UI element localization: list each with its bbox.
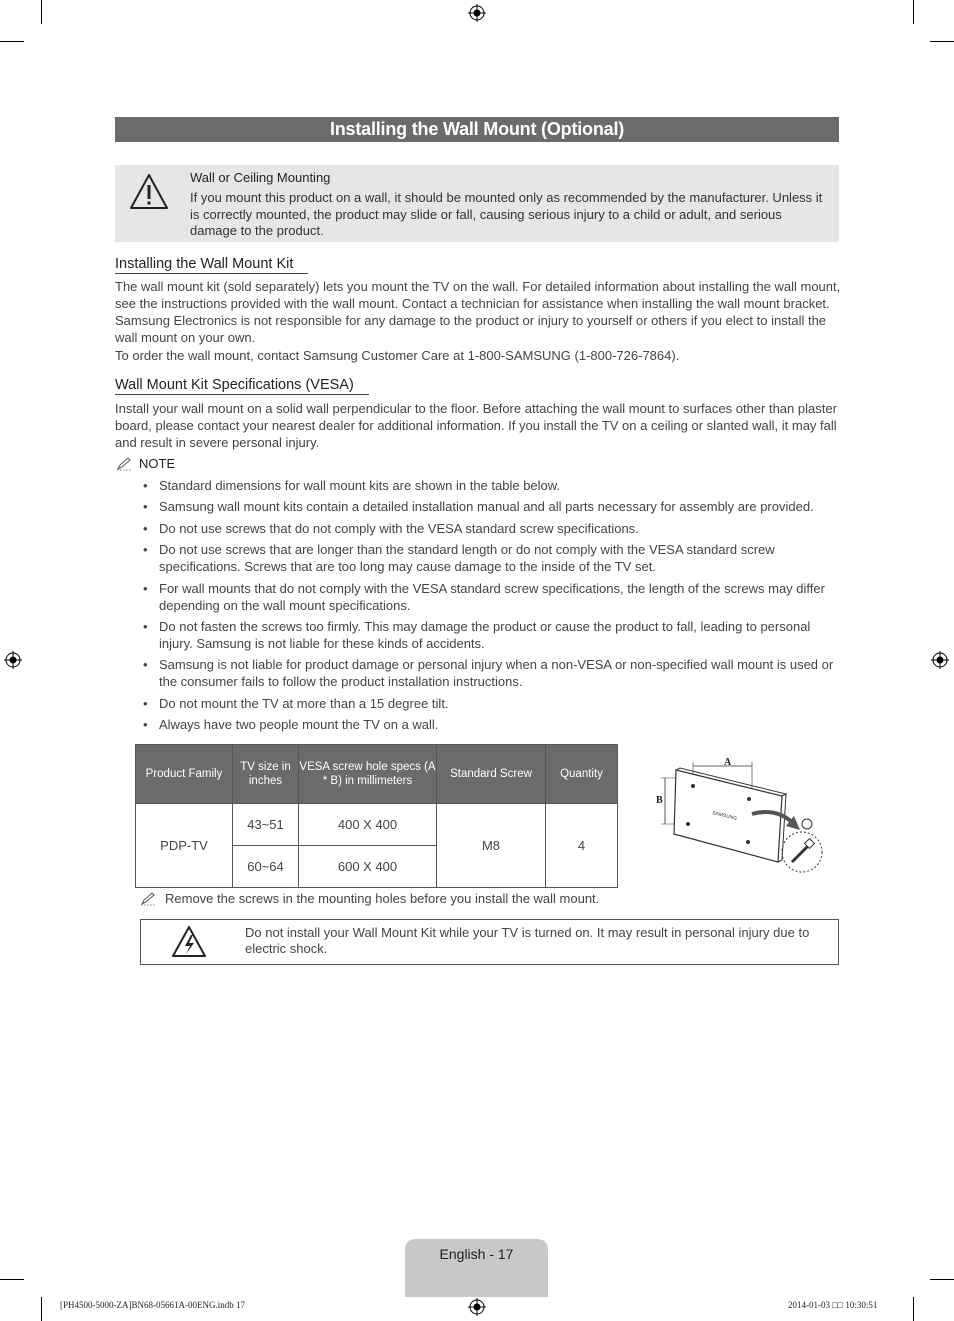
electric-warning-text: Do not install your Wall Mount Kit while your TV is turned on. It may result in personal injury due to electric shock. (245, 925, 810, 956)
note-label: NOTE (139, 456, 176, 471)
cell-product-family: PDP-TV (136, 804, 233, 888)
vesa-paragraph: Install your wall mount on a solid wall perpendicular to the floor. Before attaching the wall mount to surfaces other than plaster board, please contact your nearest dealer for additional information. If you install the TV on a ceiling or slanted wall, it may fall and result in severe personal injury. (115, 401, 837, 450)
header-tv-size: TV size in inches (233, 745, 299, 804)
list-item: • Always have two people mount the TV on a wall. (143, 716, 843, 733)
crop-mark (930, 1279, 954, 1280)
list-item: • Do not use screws that do not comply with the VESA standard screw specifications. (143, 520, 843, 537)
crop-mark (0, 1279, 24, 1280)
crop-mark (913, 0, 914, 24)
registration-mark-icon (4, 651, 22, 669)
cell-tv-size: 43~51 (233, 804, 299, 846)
registration-mark-icon (931, 651, 949, 669)
list-item: • Standard dimensions for wall mount kits are shown in the table below. (143, 477, 843, 494)
crop-mark (913, 1297, 914, 1321)
remove-screws-note: Remove the screws in the mounting holes before you install the wall mount. (165, 891, 600, 906)
tv-mount-diagram (652, 752, 832, 874)
vesa-heading: Wall Mount Kit Specifications (VESA) (115, 377, 369, 395)
cell-vesa-spec: 600 X 400 (299, 846, 437, 888)
cell-vesa-spec: 400 X 400 (299, 804, 437, 846)
kit-order-paragraph: To order the wall mount, contact Samsung Customer Care at 1-800-SAMSUNG (1-800-726-7864). (115, 348, 680, 363)
caution-heading: Wall or Ceiling Mounting (190, 170, 331, 185)
header-quantity: Quantity (546, 745, 618, 804)
print-timestamp: 2014-01-03 □□ 10:30:51 (788, 1300, 878, 1310)
page-title: Installing the Wall Mount (Optional) (115, 117, 839, 142)
pencil-note-icon (140, 892, 156, 906)
header-standard-screw: Standard Screw (437, 745, 546, 804)
registration-mark-icon (468, 4, 486, 22)
list-item: • Do not fasten the screws too firmly. This may damage the product or cause the product to fall, leading to personal injury. Samsung is not liable for these kinds of accidents. (143, 618, 843, 652)
tv-brand-label: SAMSUNG (711, 810, 738, 823)
crop-mark (930, 41, 954, 42)
dimension-a-label: A (724, 757, 732, 768)
pencil-note-icon (116, 457, 132, 471)
cell-tv-size: 60~64 (233, 846, 299, 888)
list-item: • Do not mount the TV at more than a 15 degree tilt. (143, 695, 843, 712)
dimension-b-label: B (656, 795, 663, 806)
table-header-row (136, 745, 618, 804)
cell-quantity: 4 (546, 804, 618, 888)
header-vesa-specs: VESA screw hole specs (A * B) in millimeters (299, 745, 437, 804)
electric-shock-warning-icon (170, 924, 208, 960)
list-item: • For wall mounts that do not comply with the VESA standard screw specifications, the length of the screws may differ depending on the wall mount specifications. (143, 580, 843, 614)
header-product-family: Product Family (136, 745, 233, 804)
kit-paragraph: The wall mount kit (sold separately) lets you mount the TV on the wall. For detailed information about installing the wall mount, see the instructions provided with the wall mount. Contact a technician for assistance when installing the wall mount bracket. Samsung Electronics is not responsible for any damage to the product or injury to yourself or others if you elect to install the wall mount on your own. (115, 279, 841, 345)
print-file-info: [PH4500-5000-ZA]BN68-05661A-00ENG.indb 17 (60, 1300, 245, 1310)
page-number: English - 17 (439, 1246, 514, 1262)
crop-mark (41, 1297, 42, 1321)
list-item: • Samsung wall mount kits contain a detailed installation manual and all parts necessary for assembly are provided. (143, 498, 843, 515)
registration-mark-icon (468, 1298, 486, 1316)
list-item: • Do not use screws that are longer than the standard length or do not comply with the VESA standard screw specifications. Screws that are too long may cause damage to the inside of the TV set. (143, 541, 843, 575)
table-row (136, 804, 618, 846)
list-item: • Samsung is not liable for product damage or personal injury when a non-VESA or non-specified wall mount is used or the consumer fails to follow the product installation instructions. (143, 656, 843, 690)
cell-standard-screw: M8 (437, 804, 546, 888)
kit-heading: Installing the Wall Mount Kit (115, 256, 308, 274)
caution-text: If you mount this product on a wall, it should be mounted only as recommended by the manufacturer. Unless it is correctly mounted, the product may slide or fall, causing serious injury to a child or adult, and serious damage to the product. (190, 190, 823, 238)
crop-mark (41, 0, 42, 24)
note-bullet-list (143, 477, 843, 738)
vesa-spec-table (135, 744, 618, 888)
crop-mark (0, 41, 24, 42)
caution-triangle-icon (128, 172, 170, 212)
